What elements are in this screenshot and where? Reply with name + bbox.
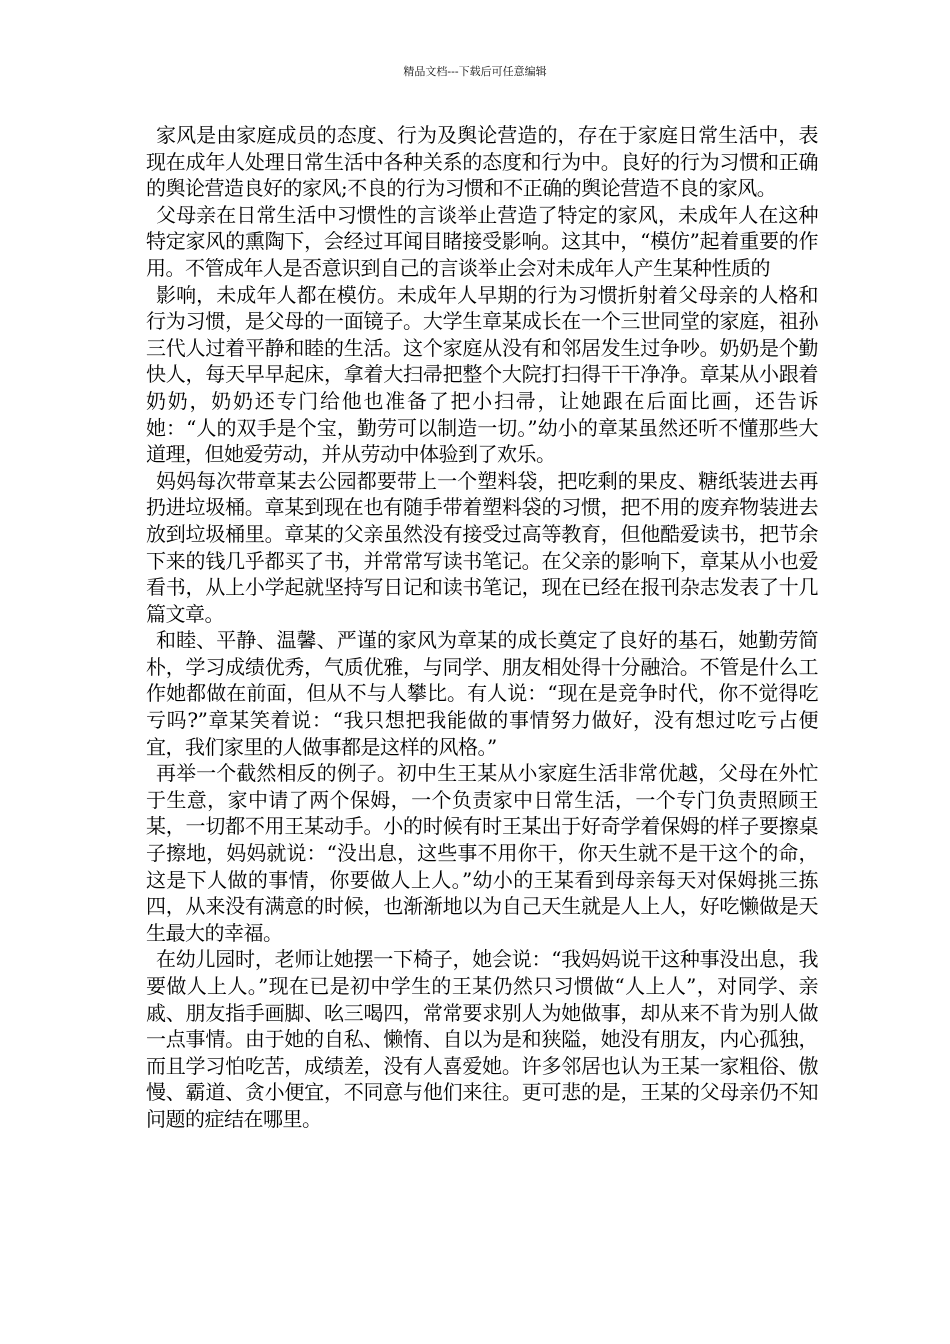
paragraph-4: 妈妈每次带章某去公园都要带上一个塑料袋，把吃剩的果皮、糖纸装进去再扔进垃圾桶。章某到现在也有随手带着塑料袋的习惯，把不用的废弃物装进去放到垃圾桶里。章某的父亲虽然没有接受过高等教育，但他酷爱读书，把节余下来的钱几乎都买了书，并常常写读书笔记。在父亲的影响下，章某从小也爱看书，从上小学起就坚持写日记和读书笔记，现在已经在报刊杂志发表了十几篇文章。 — [146, 468, 818, 626]
paragraph-5: 和睦、平静、温馨、严谨的家风为章某的成长奠定了良好的基石，她勤劳简朴，学习成绩优秀，气质优雅，与同学、朋友相处得十分融洽。不管是什么工作她都做在前面，但从不与人攀比。有人说：“现在是竞争时代，你不觉得吃亏吗?”章某笑着说：“我只想把我能做的事情努力做好，没有想过吃亏占便宜，我们家里的人做事都是这样的风格。” — [146, 628, 818, 759]
paragraph-3: 影响，未成年人都在模仿。未成年人早期的行为习惯折射着父母亲的人格和行为习惯，是父母的一面镜子。大学生章某成长在一个三世同堂的家庭，祖孙三代人过着平静和睦的生活。这个家庭从没有和邻居发生过争吵。奶奶是个勤快人，每天早早起床，拿着大扫帚把整个大院打扫得干干净净。章某从小跟着奶奶，奶奶还专门给他也准备了把小扫帚，让她跟在后面比画，还告诉她：“人的双手是个宝，勤劳可以制造一切。”幼小的章某虽然还听不懂那些大道理，但她爱劳动，并从劳动中体验到了欢乐。 — [146, 282, 818, 467]
paragraph-1: 家风是由家庭成员的态度、行为及舆论营造的，存在于家庭日常生活中，表现在成年人处理日常生活中各种关系的态度和行为中。良好的行为习惯和正确的舆论营造良好的家风;不良的行为习惯和不正确的舆论营造不良的家风。 — [146, 123, 818, 201]
paragraph-7: 在幼儿园时，老师让她摆一下椅子，她会说：“我妈妈说干这种事没出息，我要做人上人。”现在已是初中学生的王某仍然只习惯做“人上人”，对同学、亲戚、朋友指手画脚、吆三喝四，常常要求别人为她做事，却从来不肯为别人做一点事情。由于她的自私、懒惰、自以为是和狭隘，她没有朋友，内心孤独，而且学习怕吃苦，成绩差，没有人喜爱她。许多邻居也认为王某一家粗俗、傲慢、霸道、贪小便宜，不同意与他们来往。更可悲的是，王某的父母亲仍不知问题的症结在哪里。 — [146, 947, 818, 1131]
paragraph-6: 再举一个截然相反的例子。初中生王某从小家庭生活非常优越，父母在外忙于生意，家中请了两个保姆，一个负责家中日常生活，一个专门负责照顾王某，一切都不用王某动手。小的时候有时王某出于好奇学着保姆的样子要擦桌子擦地，妈妈就说：“没出息，这些事不用你干，你天生就不是干这个的命，这是下人做的事情，你要做人上人。”幼小的王某看到母亲每天对保姆挑三拣四，从来没有满意的时候，也渐渐地以为自己天生就是人上人，好吃懒做是天生最大的幸福。 — [146, 761, 818, 945]
document-body — [146, 122, 818, 1133]
paragraph-2: 父母亲在日常生活中习惯性的言谈举止营造了特定的家风，未成年人在这种特定家风的熏陶下，会经过耳闻目睹接受影响。这其中，“模仿”起着重要的作用。不管成年人是否意识到自己的言谈举止会对未成年人产生某种性质的 — [146, 202, 818, 280]
page-header: 精品文档---下载后可任意编辑 — [403, 65, 547, 78]
